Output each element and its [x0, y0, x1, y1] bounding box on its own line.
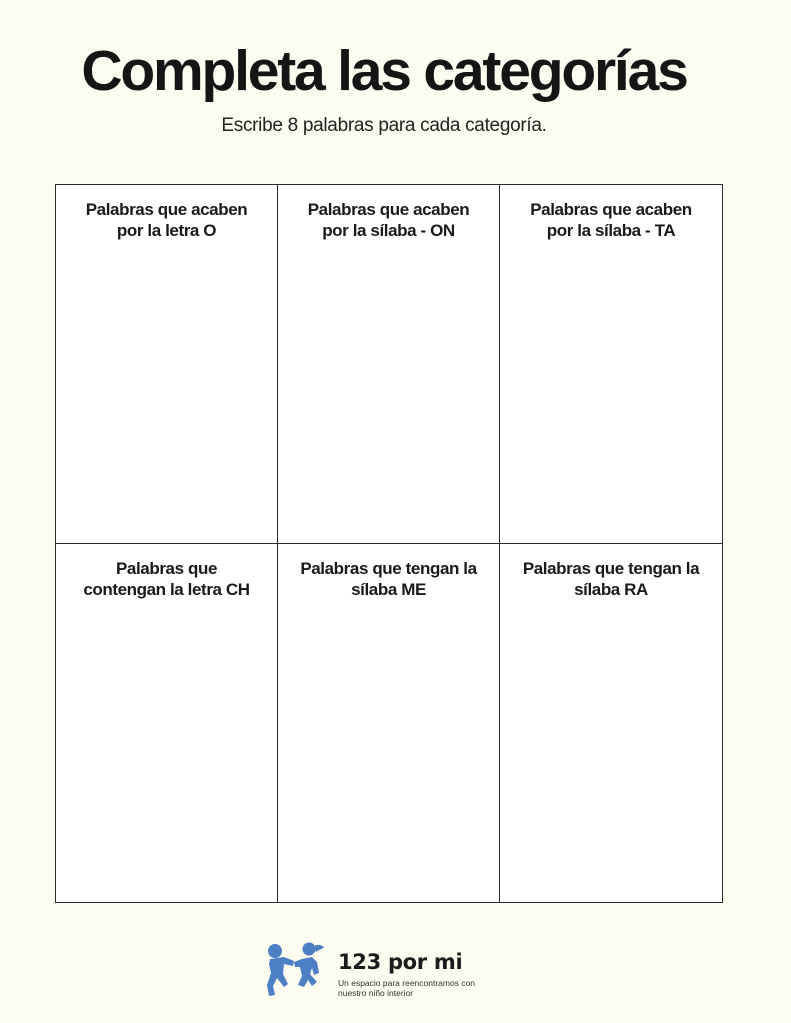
- category-title: Palabras que contengan la letra CH: [83, 558, 250, 599]
- category-cell-syllable-me[interactable]: [278, 544, 500, 903]
- category-cell-syllable-on[interactable]: [278, 185, 500, 544]
- brand-name: 123 por mi: [338, 950, 463, 974]
- category-cell-letter-ch[interactable]: [56, 544, 278, 903]
- category-cell-letter-o[interactable]: [56, 185, 278, 544]
- category-cell-syllable-ta[interactable]: [500, 185, 722, 544]
- page-subtitle: Escribe 8 palabras para cada categoría.: [221, 115, 547, 136]
- category-title: Palabras que tengan la sílaba RA: [522, 558, 700, 599]
- brand-tagline: Un espacio para reencontramos con nuestro niño interior: [338, 978, 476, 998]
- footer-logo: [264, 940, 504, 1000]
- categories-grid: [55, 184, 723, 903]
- category-title: Palabras que acaben por la sílaba - ON: [307, 200, 470, 240]
- category-title: Palabras que acaben por la sílaba - TA: [530, 200, 692, 240]
- category-title: Palabras que acaben por la letra O: [85, 200, 248, 240]
- category-title: Palabras que tengan la sílaba ME: [300, 558, 477, 599]
- children-playing-icon: [264, 940, 328, 998]
- page-title: Completa las categorías: [81, 39, 687, 103]
- category-cell-syllable-ra[interactable]: [500, 544, 722, 903]
